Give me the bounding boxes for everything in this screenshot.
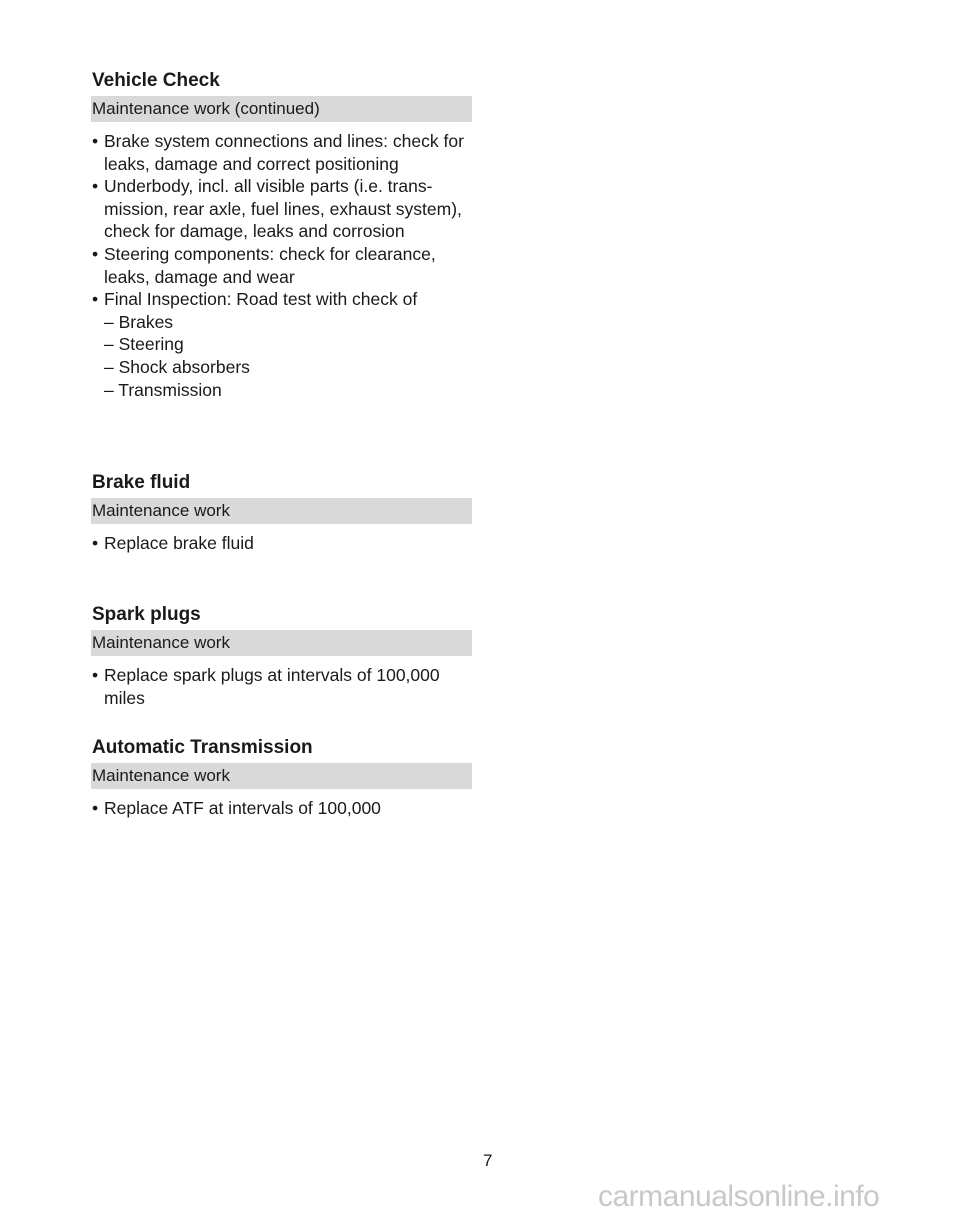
page-number: 7 xyxy=(483,1151,493,1170)
spark-plugs-section xyxy=(92,602,472,709)
brake-fluid-section xyxy=(92,470,472,555)
sub-item: – Shock absorbers xyxy=(104,356,250,377)
list-item: • Replace spark plugs at intervals of 100,000 miles xyxy=(92,665,440,708)
road-test-sublist xyxy=(104,311,472,401)
maintenance-list xyxy=(92,797,472,820)
vehicle-check-section xyxy=(92,68,472,401)
list-item: • Replace brake fluid xyxy=(92,533,254,553)
sub-item: – Brakes xyxy=(104,311,174,332)
section-title: Spark plugs xyxy=(92,604,201,625)
automatic-transmission-section xyxy=(92,735,472,820)
section-title: Automatic Transmission xyxy=(92,737,313,758)
maintenance-list xyxy=(92,664,472,709)
maintenance-list xyxy=(92,130,472,401)
sub-item: – Steering xyxy=(104,334,184,355)
maintenance-bar: Maintenance work xyxy=(91,630,472,656)
list-item: • Final Inspection: Road test with check of – Brakes – Steering – Shock absorbers – Transmission xyxy=(92,288,472,401)
list-item: • Brake system connections and lines: check for leaks, damage and correct positioning xyxy=(92,131,464,174)
list-item: • Steering components: check for clearance, leaks, damage and wear xyxy=(92,243,436,287)
maintenance-bar: Maintenance work xyxy=(91,763,472,789)
sub-item: – Transmission xyxy=(104,379,222,400)
list-item: • Underbody, incl. all visible parts (i.e. trans-mission, rear axle, fuel lines, exhaust system), check for damage, leaks and corrosion xyxy=(92,176,462,242)
maintenance-bar: Maintenance work xyxy=(91,498,472,524)
watermark: carmanualsonline.info xyxy=(598,1180,880,1213)
maintenance-list xyxy=(92,532,472,555)
maintenance-bar: Maintenance work (continued) xyxy=(91,96,472,122)
list-item: • Replace ATF at intervals of 100,000 xyxy=(92,798,381,818)
section-title: Brake fluid xyxy=(92,472,191,493)
section-title: Vehicle Check xyxy=(92,70,220,91)
